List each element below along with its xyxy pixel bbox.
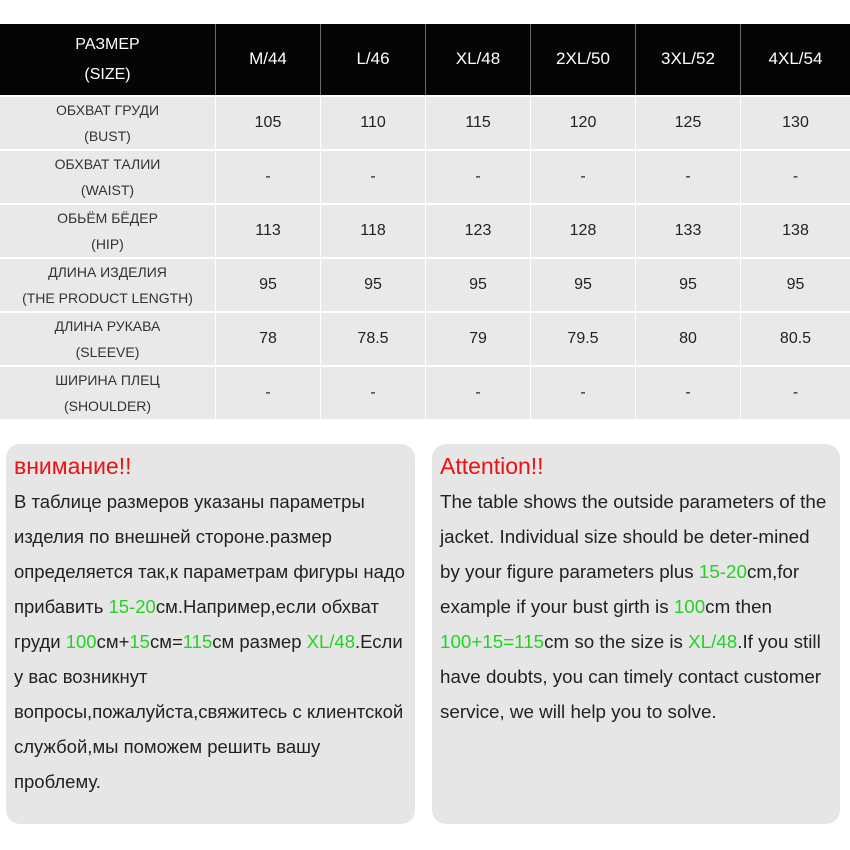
notice-title-en: Attention!! bbox=[440, 453, 544, 479]
row-label bbox=[0, 97, 216, 149]
table-cell: 138 bbox=[782, 222, 809, 239]
table-cell: 118 bbox=[321, 205, 426, 257]
row-label-en: (BUST) bbox=[84, 128, 131, 144]
table-cell: 128 bbox=[531, 205, 636, 257]
table-cell: 105 bbox=[216, 97, 321, 149]
notice-text: The table shows the outside parameters of the jacket. Individual size should be deter-mined by your figure parameters plus bbox=[440, 491, 827, 582]
row-label-en: (HIP) bbox=[91, 236, 124, 252]
table-cell: 130 bbox=[782, 114, 809, 131]
table-cell: - bbox=[792, 168, 799, 185]
size-header-row bbox=[0, 24, 850, 95]
size-header-l46: L/46 bbox=[321, 24, 426, 95]
notice-text: cm then bbox=[705, 596, 772, 617]
table-row-bust bbox=[0, 97, 850, 149]
table-cell: - bbox=[636, 151, 741, 203]
table-cell: 78.5 bbox=[321, 313, 426, 365]
notice-text: см размер bbox=[212, 631, 307, 652]
table-cell: - bbox=[321, 151, 426, 203]
table-cell: 95 bbox=[216, 259, 321, 311]
table-row-shoulder bbox=[0, 367, 850, 419]
row-label bbox=[0, 205, 216, 257]
notice-title-ru: внимание!! bbox=[14, 453, 132, 479]
header-label-cell bbox=[0, 24, 216, 95]
row-label-ru: ДЛИНА РУКАВА bbox=[54, 318, 161, 334]
highlight-value: XL/48 bbox=[688, 631, 738, 652]
table-cell: 95 bbox=[786, 276, 805, 293]
size-header-xl48: XL/48 bbox=[426, 24, 531, 95]
table-cell: - bbox=[531, 367, 636, 419]
table-cell: 95 bbox=[636, 259, 741, 311]
table-cell: - bbox=[321, 367, 426, 419]
header-label-en: (SIZE) bbox=[84, 65, 131, 83]
notice-text: cm so the size is bbox=[544, 631, 689, 652]
header-label-ru: РАЗМЕР bbox=[75, 35, 140, 53]
row-label bbox=[0, 313, 216, 365]
table-row-sleeve bbox=[0, 313, 850, 365]
table-cell: 80 bbox=[636, 313, 741, 365]
table-cell: 113 bbox=[216, 205, 321, 257]
table-cell: 125 bbox=[636, 97, 741, 149]
table-cell: 95 bbox=[321, 259, 426, 311]
row-label bbox=[0, 151, 216, 203]
table-cell: - bbox=[426, 151, 531, 203]
table-cell: 120 bbox=[531, 97, 636, 149]
table-cell: 79 bbox=[426, 313, 531, 365]
table-cell: 78 bbox=[216, 313, 321, 365]
notice-box-ru bbox=[6, 444, 415, 824]
table-cell: - bbox=[426, 367, 531, 419]
highlight-value: 100+15=115 bbox=[440, 631, 545, 652]
table-cell: 95 bbox=[531, 259, 636, 311]
notice-text: .If you still have doubts, you can timely contact customer service, we will help you to solve. bbox=[440, 631, 822, 722]
highlight-value: 15-20 bbox=[698, 561, 747, 582]
table-cell: - bbox=[636, 367, 741, 419]
notice-text: В таблице размеров указаны параметры изделия по внешней стороне.размер определяется так,к параметрам фигуры надо прибавить bbox=[14, 491, 405, 617]
table-row-length bbox=[0, 259, 850, 311]
highlight-value: 15 bbox=[129, 631, 150, 652]
highlight-value: 100 bbox=[673, 596, 706, 617]
table-cell: 115 bbox=[426, 97, 531, 149]
size-header-3xl52: 3XL/52 bbox=[636, 24, 741, 95]
table-cell: - bbox=[216, 151, 321, 203]
table-cell: - bbox=[792, 384, 799, 401]
notice-text: .Если у вас возникнут вопросы,пожалуйста,свяжитесь с клиентской службой,мы поможем решить вашу проблему. bbox=[14, 631, 404, 792]
notice-box-en bbox=[432, 444, 840, 824]
table-cell: - bbox=[216, 367, 321, 419]
highlight-value: 115 bbox=[182, 631, 213, 652]
row-label-en: (SLEEVE) bbox=[75, 344, 140, 360]
row-label-ru: ДЛИНА ИЗДЕЛИЯ bbox=[48, 264, 167, 280]
row-label-ru: ОБХВАТ ГРУДИ bbox=[55, 102, 160, 118]
highlight-value: 15-20 bbox=[108, 596, 156, 617]
table-row-waist bbox=[0, 151, 850, 203]
row-label bbox=[0, 367, 216, 419]
row-label-en: (THE PRODUCT LENGTH) bbox=[22, 290, 193, 306]
row-label bbox=[0, 259, 216, 311]
notice-text-ru bbox=[14, 484, 407, 799]
size-header-2xl50: 2XL/50 bbox=[531, 24, 636, 95]
row-label-ru: ОБХВАТ ТАЛИИ bbox=[54, 156, 161, 172]
table-cell: - bbox=[531, 151, 636, 203]
table-cell: 80.5 bbox=[779, 330, 812, 347]
notice-text: cm,for example if your bust girth is bbox=[440, 561, 800, 617]
size-header-m44: M/44 bbox=[216, 24, 321, 95]
size-header-4xl54: 4XL/54 bbox=[768, 48, 823, 68]
size-chart-table bbox=[0, 24, 850, 419]
highlight-value: 100 bbox=[65, 631, 97, 652]
row-label-en: (WAIST) bbox=[80, 182, 135, 198]
row-label-ru: ШИРИНА ПЛЕЦ bbox=[55, 372, 160, 388]
highlight-value: XL/48 bbox=[306, 631, 356, 652]
notice-text: см+ bbox=[96, 631, 130, 652]
table-cell: 133 bbox=[636, 205, 741, 257]
notice-text-en bbox=[440, 484, 832, 729]
row-label-ru: ОБЬЁМ БЁДЕР bbox=[57, 210, 158, 226]
table-cell: 123 bbox=[426, 205, 531, 257]
table-cell: 110 bbox=[321, 97, 426, 149]
row-label-en: (SHOULDER) bbox=[63, 398, 152, 414]
table-cell: 79.5 bbox=[531, 313, 636, 365]
table-cell: 95 bbox=[426, 259, 531, 311]
notice-text: см.Например,если обхват груди bbox=[14, 596, 379, 652]
notice-text: см= bbox=[149, 631, 183, 652]
table-row-hip bbox=[0, 205, 850, 257]
